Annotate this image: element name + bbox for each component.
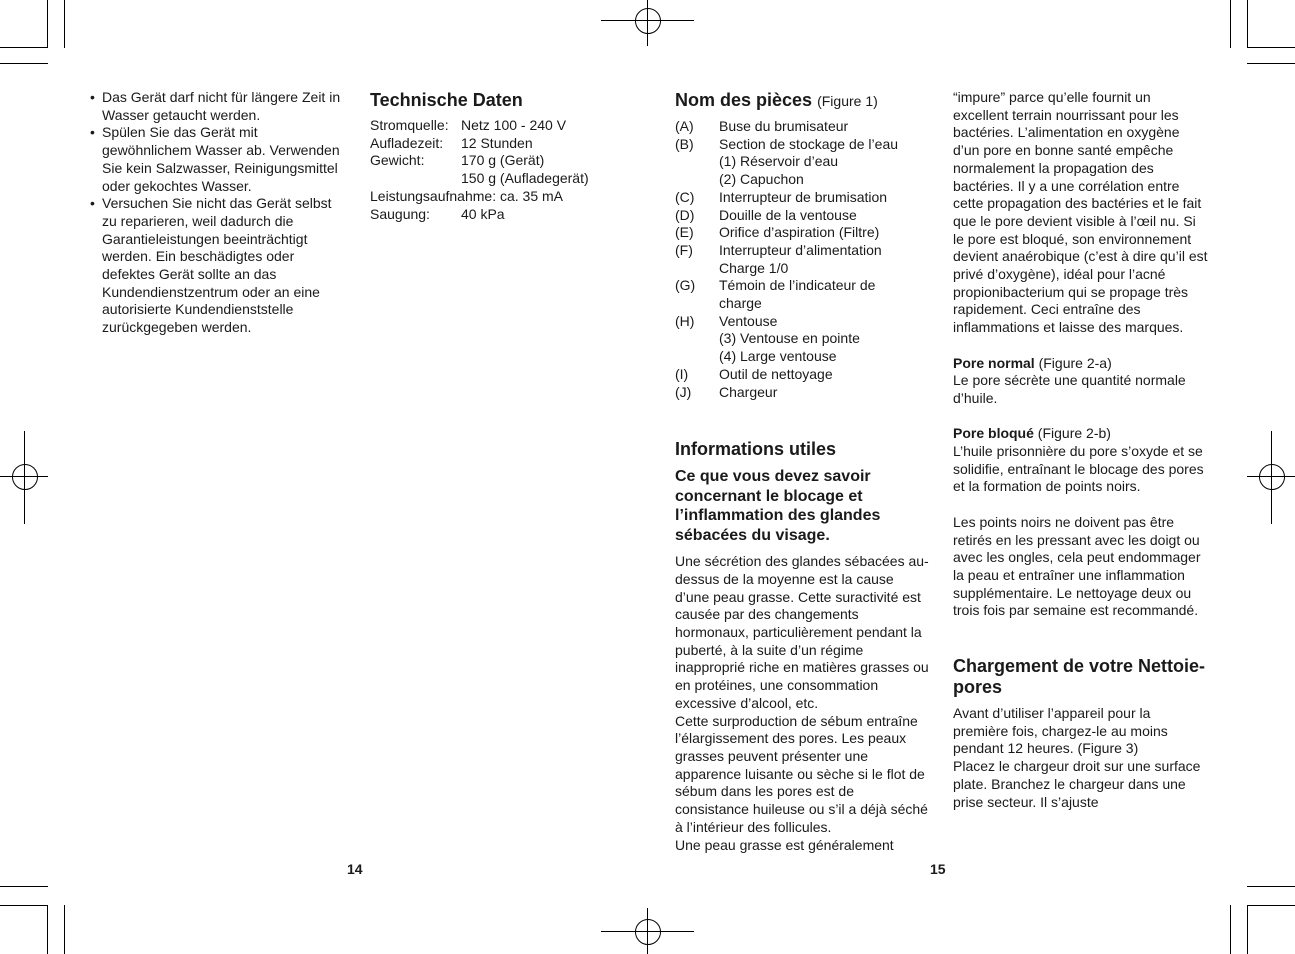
list-item <box>675 136 930 189</box>
part-code: (G) <box>675 277 696 294</box>
info-paragraph: Une peau grasse est généralement <box>675 836 894 853</box>
charging-paragraph: Avant d’utiliser l’appareil pour la première fois, chargez-le au moins pendant 12 heures. (Figure 3) <box>953 705 1168 757</box>
column-pores-charging <box>953 89 1209 811</box>
part-sub-label: (2) Capuchon <box>719 171 804 188</box>
list-item <box>675 277 930 312</box>
part-description <box>719 384 777 402</box>
column-technical-data <box>370 89 620 223</box>
list-item <box>675 118 930 136</box>
part-label: Outil de nettoyage <box>719 365 833 382</box>
part-description <box>719 224 879 242</box>
part-description <box>719 118 848 136</box>
crop-mark <box>0 886 48 887</box>
spec-consumption: Leistungsaufnahme: ca. 35 mA <box>370 187 564 204</box>
part-label: Buse du brumisateur <box>719 118 849 134</box>
crop-mark <box>1247 0 1248 48</box>
column-safety-notes <box>88 89 346 337</box>
spec-row <box>370 135 620 153</box>
crop-mark <box>64 905 65 954</box>
crop-mark <box>0 905 48 906</box>
parts-title: Nom des pièces <box>675 90 813 110</box>
list-item <box>675 242 930 277</box>
registration-circle <box>12 464 38 490</box>
part-label: Ventouse <box>719 312 778 329</box>
registration-circle <box>1259 464 1285 490</box>
crop-mark <box>0 47 48 48</box>
list-item: • Das Gerät darf nicht für längere Zeit in Wasser getaucht werden. <box>88 89 346 124</box>
normal-pore-figure-ref: (Figure 2-a) <box>1038 354 1112 371</box>
spec-value: 12 Stunden <box>461 134 533 151</box>
spec-row <box>370 206 620 224</box>
crop-mark <box>1230 0 1231 48</box>
part-code: (I) <box>675 365 689 382</box>
charging-paragraph: Placez le chargeur droit sur une surface plate. Branchez le chargeur dans une prise secteur. Il s’ajuste <box>953 758 1201 810</box>
part-label: Douille de la ventouse <box>719 206 857 223</box>
normal-pore-text: Le pore sécrète une quantité normale d’huile. <box>953 372 1186 406</box>
part-description <box>719 313 860 366</box>
crop-mark <box>64 0 65 48</box>
normal-pore-heading <box>953 355 1209 373</box>
spec-row <box>370 170 620 188</box>
safety-bullet-list <box>88 89 346 337</box>
part-sub-label: Charge 1/0 <box>719 259 789 276</box>
part-code: (D) <box>675 206 695 223</box>
registration-circle <box>635 8 661 34</box>
list-item <box>675 384 930 402</box>
blocked-pore-text: L’huile prisonnière du pore s’oxyde et se solidifie, entraînant le blocage des pores et la formation de points noirs. <box>953 443 1204 495</box>
part-sub-label: (1) Réservoir d’eau <box>719 153 839 170</box>
list-item <box>675 189 930 207</box>
part-code: (E) <box>675 224 694 241</box>
crop-mark <box>0 63 48 64</box>
list-item: • Spülen Sie das Gerät mit gewöhnlichem Wasser ab. Verwenden Sie kein Salzwasser, Reinigungsmittel oder gekochtes Wasser. <box>88 124 346 195</box>
part-sub-label: charge <box>719 295 762 312</box>
normal-pore-title: Pore normal <box>953 354 1035 371</box>
list-item: • Versuchen Sie nicht das Gerät selbst zu reparieren, weil dadurch die Garantieleistungen beeinträchtigt werden. Ein beschädigtes oder defektes Gerät sollte an das Kundendienstzentrum oder an eine autorisierte Kundendienststelle zurückgegeben werden. <box>88 195 346 337</box>
part-sub-label: (4) Large ventouse <box>719 348 837 365</box>
part-description <box>719 366 833 384</box>
section-title-technical-data: Technische Daten <box>370 90 523 110</box>
crop-mark <box>47 0 48 48</box>
section-title-charging: Chargement de votre Nettoie-pores <box>953 656 1206 698</box>
part-label: Témoin de l’indicateur de <box>719 277 876 294</box>
part-sub-label: (3) Ventouse en pointe <box>719 330 860 347</box>
parts-list <box>675 118 930 401</box>
list-item <box>675 207 930 225</box>
spec-label: Saugung: <box>370 205 430 222</box>
part-code: (A) <box>675 118 694 134</box>
spec-row <box>370 152 620 170</box>
section-title-parts <box>675 89 930 112</box>
registration-circle <box>635 919 661 945</box>
blackheads-paragraph: Les points noirs ne doivent pas être retirés en les pressant avec les doigt ou avec les ongles, cela peut endommager la peau et entraîner une inflammation supplémentaire. Le nettoyage deux ou trois fois par semaine est recommandé. <box>953 513 1201 619</box>
part-description <box>719 189 887 207</box>
part-code: (F) <box>675 241 693 258</box>
crop-mark <box>47 905 48 954</box>
crop-mark <box>1247 905 1248 954</box>
part-code: (C) <box>675 188 695 205</box>
part-label: Orifice d’aspiration (Filtre) <box>719 224 880 241</box>
list-item <box>675 224 930 242</box>
list-item <box>675 366 930 384</box>
spec-value: 170 g (Gerät) <box>461 152 545 169</box>
part-code: (H) <box>675 312 695 329</box>
part-label: Interrupteur de brumisation <box>719 188 888 205</box>
page-number-left: 14 <box>347 861 363 877</box>
crop-mark <box>1230 905 1231 954</box>
spec-label: Stromquelle: <box>370 117 449 133</box>
part-label: Interrupteur d’alimentation <box>719 241 882 258</box>
crop-mark <box>1247 63 1295 64</box>
blocked-pore-heading <box>953 425 1209 443</box>
blocked-pore-figure-ref: (Figure 2-b) <box>1037 425 1111 442</box>
spec-label: Aufladezeit: <box>370 134 444 151</box>
info-paragraph: Cette surproduction de sébum entraîne l’élargissement des pores. Les peaux grasses peuvent présenter une apparence luisante ou sèche si le flot de sébum dans les pores est de consistance huileuse ou s’il a déjà séché à l’intérieur des follicules. <box>675 712 928 835</box>
part-code: (J) <box>675 383 692 400</box>
part-code: (B) <box>675 135 694 152</box>
part-label: Section de stockage de l’eau <box>719 135 899 152</box>
crop-mark <box>1247 47 1295 48</box>
info-paragraph: “impure” parce qu’elle fournit un excellent terrain nourrissant pour les bactéries. L’alimentation en oxygène d’un pore en bonne santé empêche normalement la propagation des bactéries. Il y a une corrélation entre cette propagation des bactéries et le fait que le pore devient visible à l’œil nu. Si le pore est bloqué, son environnement devient anaérobique (c’est à dire qu’il est privé d’oxygène), idéal pour l’acné propionibacterium qui se propage très rapidement. Ceci entraîne des inflammations et laisse des marques. <box>953 89 1208 336</box>
blocked-pore-title: Pore bloqué <box>953 425 1034 442</box>
parts-figure-ref: (Figure 1) <box>817 93 878 109</box>
crop-mark <box>1247 886 1295 887</box>
info-paragraph: Une sécrétion des glandes sébacées au-dessus de la moyenne est la cause d’une peau grasse. Cette suractivité est causée par des changements hormonaux, particulièrement pendant la puberté, à la suite d’un régime inapproprié riche en matières grasses ou en protéines, une consommation excessive d’alcool, etc. <box>675 553 929 711</box>
column-parts-info <box>675 89 930 854</box>
part-description <box>719 277 875 312</box>
section-title-info: Informations utiles <box>675 439 837 460</box>
spec-label: Gewicht: <box>370 152 425 169</box>
spec-value: 40 kPa <box>461 205 505 222</box>
spec-value: Netz 100 - 240 V <box>461 117 567 133</box>
part-description <box>719 242 882 277</box>
part-label: Chargeur <box>719 383 778 400</box>
part-description <box>719 207 857 225</box>
spec-row <box>370 117 620 135</box>
spec-value: 150 g (Aufladegerät) <box>461 170 589 187</box>
list-item <box>675 313 930 366</box>
page-number-right: 15 <box>930 861 946 877</box>
crop-mark <box>1247 905 1295 906</box>
info-subtitle: Ce que vous devez savoir concernant le blocage et l’inflammation des glandes sébacées du visage. <box>675 468 881 544</box>
part-description <box>719 136 898 189</box>
